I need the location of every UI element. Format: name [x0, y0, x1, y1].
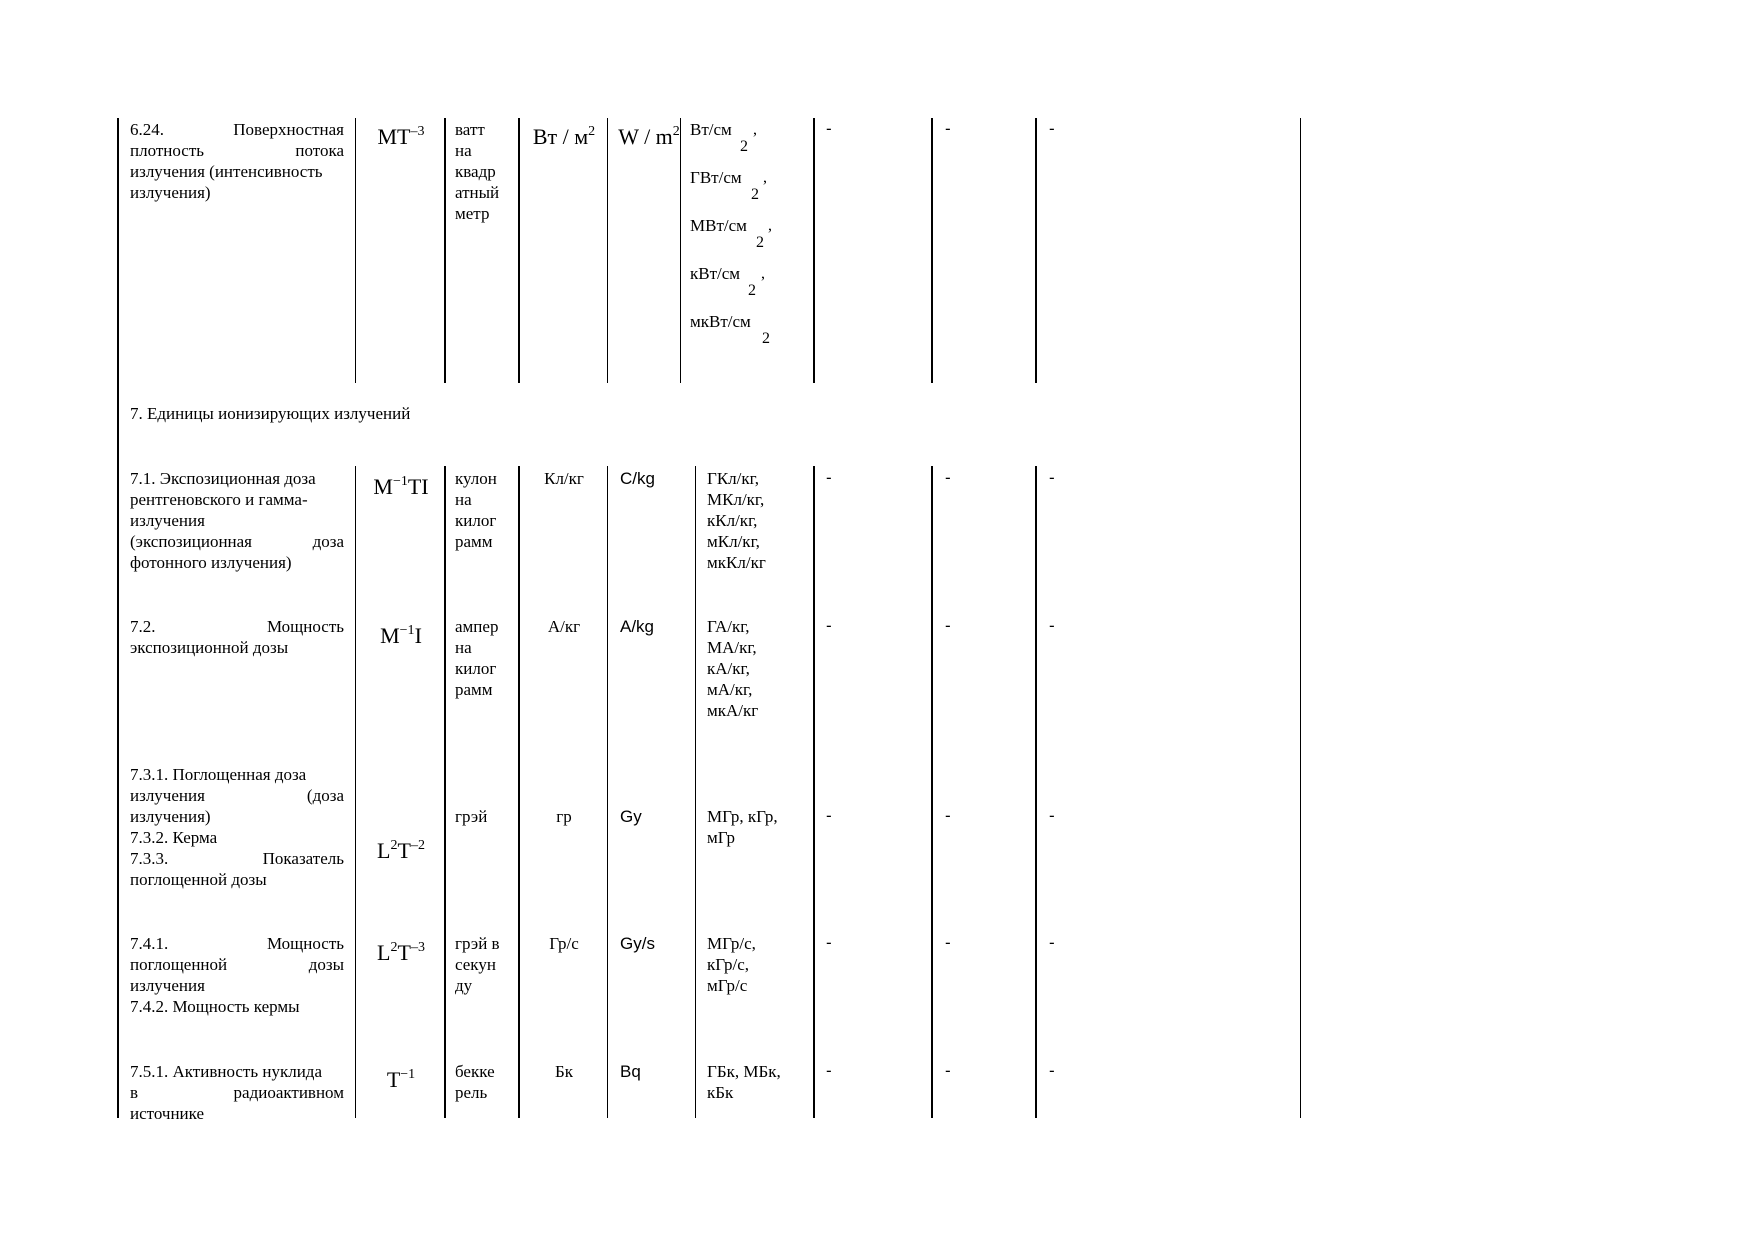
quantity-name-word: доза [312, 532, 344, 551]
multiples-list [707, 468, 811, 573]
unit-name-line: рель [455, 1083, 488, 1102]
unit-name [455, 468, 515, 552]
symbol-ru: Кл/кг [544, 469, 584, 488]
dim-base: M [380, 623, 400, 648]
symbol-ru-base: Вт / м [532, 124, 589, 149]
multiple-line: кГр/с, [707, 955, 750, 974]
quantity-name-word: 7.2. [130, 617, 156, 636]
quantity-name-line: фотонного излучения) [130, 553, 292, 572]
unit-name-line: рамм [455, 680, 493, 699]
dim-base: T [386, 1067, 401, 1092]
dim-exp2: –3 [410, 940, 425, 955]
unit-name-line: килог [455, 659, 497, 678]
dimension-formula [360, 623, 442, 649]
col8-value: - [826, 616, 832, 635]
symbol-ru: Гр/с [549, 934, 579, 953]
rule [931, 466, 933, 1118]
quantity-name-line: излучения [130, 511, 205, 530]
quantity-name [130, 616, 344, 658]
multiple-line: МА/кг, [707, 638, 757, 657]
quantity-name-word: в [130, 1083, 139, 1102]
quantity-name-line: 7.5.1. Активность нуклида [130, 1062, 322, 1081]
rule [117, 118, 119, 383]
dim-exp2: –2 [410, 838, 425, 853]
unit-name-line: грэй в [455, 934, 500, 953]
rule [607, 466, 608, 1118]
unit-name-line: килог [455, 511, 497, 530]
col8-value: - [826, 1061, 832, 1080]
quantity-name-line: 7.3.2. Керма [130, 828, 218, 847]
multiple-line: мКл/кг, [707, 532, 760, 551]
rule [1300, 466, 1301, 1118]
col9-value: - [945, 933, 951, 952]
unit-name [455, 933, 515, 996]
quantity-name-line: поглощенной дозы [130, 870, 267, 889]
col10-value: - [1049, 119, 1055, 138]
quantity-name-word: излучения [130, 786, 205, 805]
symbol-int [609, 124, 689, 150]
col9-value: - [945, 119, 951, 138]
multiple-text: ГВт/см [690, 168, 742, 187]
rule [518, 466, 520, 1118]
quantity-name-word: поглощенной [130, 955, 228, 974]
dim-exp: –3 [410, 124, 425, 139]
quantity-name [130, 468, 344, 573]
quantity-name-line: 7.1. Экспозиционная доза [130, 469, 316, 488]
quantity-name-line: излучения [130, 976, 205, 995]
unit-name-line: рамм [455, 532, 493, 551]
multiple-line: мГр [707, 828, 736, 847]
multiple-text: мкВт/см [690, 312, 751, 331]
multiple-sep: , [768, 217, 772, 234]
quantity-name-word: радиоактивном [233, 1083, 344, 1102]
symbol-ru: А/кг [547, 617, 581, 636]
unit-name-line: на [455, 638, 472, 657]
symbol-int: Bq [620, 1062, 641, 1081]
quantity-name-word: потока [295, 141, 344, 160]
unit-name-line: метр [455, 204, 490, 223]
multiple-sub: 2 [740, 138, 748, 155]
multiple-line: МКл/кг, [707, 490, 765, 509]
col8-value: - [826, 468, 832, 487]
rule [1035, 466, 1037, 1118]
symbol-ru-exp: 2 [588, 124, 596, 139]
multiple-item [690, 263, 810, 311]
multiples-list [707, 806, 811, 848]
col9-value: - [945, 468, 951, 487]
quantity-name-line: экспозиционной дозы [130, 638, 289, 657]
dimension-formula [360, 838, 442, 864]
multiple-line: кБк [707, 1083, 734, 1102]
symbol-int: C/kg [620, 469, 655, 488]
multiple-text: кВт/см [690, 264, 741, 283]
quantity-name-word: Мощность [266, 934, 344, 953]
col10-value: - [1049, 616, 1055, 635]
multiple-line: кА/кг, [707, 659, 750, 678]
unit-name [455, 806, 515, 827]
rule [680, 118, 681, 383]
quantity-name-word: 6.24. [130, 120, 164, 139]
unit-name-line: на [455, 141, 472, 160]
dim-mid: T [397, 838, 411, 863]
multiples-list [707, 1061, 811, 1103]
multiple-text: Вт/см [690, 120, 732, 139]
multiple-sep: , [761, 265, 765, 282]
quantity-name-line: излучения) [130, 183, 211, 202]
rule [444, 466, 446, 1118]
dim-base: M [373, 474, 393, 499]
multiple-sub: 2 [751, 186, 759, 203]
col10-value: - [1049, 1061, 1055, 1080]
dim-tail: I [414, 623, 422, 648]
rule [444, 118, 446, 383]
quantity-name [130, 764, 344, 890]
symbol-int-exp: 2 [672, 124, 680, 139]
quantity-name-word: (доза [306, 786, 344, 805]
multiple-line: МГр/с, [707, 934, 756, 953]
unit-name-line: кулон [455, 469, 497, 488]
quantity-name-line [130, 954, 344, 975]
multiple-line: мА/кг, [707, 680, 753, 699]
dim-base: L [377, 940, 391, 965]
unit-name-line: грэй [455, 807, 488, 826]
multiple-item [690, 215, 810, 263]
dimension-formula [360, 124, 442, 150]
col10-value: - [1049, 933, 1055, 952]
symbol-int: Gy [620, 807, 642, 826]
multiple-sep: , [753, 121, 757, 138]
dim-base: MT [377, 124, 411, 149]
dim-exp: −1 [400, 1067, 416, 1082]
multiple-text: МВт/см [690, 216, 747, 235]
quantity-name-line: 7.3.1. Поглощенная доза [130, 765, 307, 784]
col9-value: - [945, 1061, 951, 1080]
dim-mid: T [397, 940, 411, 965]
dim-exp: 2 [390, 838, 398, 853]
rule [1300, 383, 1301, 466]
rule [813, 118, 815, 383]
unit-name-line: секун [455, 955, 496, 974]
col10-value: - [1049, 806, 1055, 825]
symbol-ru: гр [556, 807, 572, 826]
quantity-name-line [130, 933, 344, 954]
rule [607, 118, 608, 383]
quantity-name-line [130, 1082, 344, 1103]
unit-name-line: бекке [455, 1062, 495, 1081]
symbol-ru [522, 124, 606, 150]
rule [355, 118, 356, 383]
dim-exp: 2 [390, 940, 398, 955]
multiple-line: МГр, кГр, [707, 807, 778, 826]
quantity-name-line [130, 616, 344, 637]
rule [117, 383, 119, 466]
col8-value: - [826, 806, 832, 825]
col9-value: - [945, 616, 951, 635]
symbol-int: A/kg [620, 617, 655, 636]
quantity-name-word: Мощность [266, 617, 344, 636]
quantity-name-line: источнике [130, 1104, 205, 1123]
multiple-line: ГА/кг, [707, 617, 750, 636]
multiple-line: ГБк, МБк, [707, 1062, 781, 1081]
dimension-formula [360, 1067, 442, 1093]
quantity-name-word: 7.4.1. [130, 934, 169, 953]
rule [813, 466, 815, 1118]
multiple-line: мкКл/кг [707, 553, 766, 572]
multiples-list [690, 119, 810, 355]
quantity-name [130, 119, 344, 203]
quantity-name [130, 1061, 344, 1124]
quantity-name-line [130, 531, 344, 552]
multiple-line: мГр/с [707, 976, 748, 995]
rule [695, 466, 696, 1118]
dim-exp: −1 [399, 623, 415, 638]
multiples-list [707, 616, 811, 721]
quantity-name-line [130, 848, 344, 869]
col8-value: - [826, 933, 832, 952]
rule [1035, 118, 1037, 383]
unit-name-line: ду [455, 976, 473, 995]
quantity-name-word: плотность [130, 141, 205, 160]
unit-name [455, 1061, 515, 1103]
rule [1300, 118, 1301, 383]
rule [117, 466, 119, 1118]
dim-exp: −1 [392, 474, 408, 489]
col8-value: - [826, 119, 832, 138]
rule [518, 118, 520, 383]
unit-name-line: на [455, 490, 472, 509]
dimension-formula [360, 940, 442, 966]
symbol-int: Gy/s [620, 934, 655, 953]
quantity-name-line: 7.4.2. Мощность кермы [130, 997, 300, 1016]
quantity-name-line [130, 119, 344, 140]
col10-value: - [1049, 468, 1055, 487]
unit-name [455, 119, 515, 224]
col9-value: - [945, 806, 951, 825]
multiple-line: мкА/кг [707, 701, 759, 720]
unit-name-line: ватт [455, 120, 485, 139]
multiple-sub: 2 [748, 282, 756, 299]
dimension-formula [360, 474, 442, 500]
quantity-name-line [130, 785, 344, 806]
rule [931, 118, 933, 383]
quantity-name-word: Показатель [262, 849, 344, 868]
section-heading: 7. Единицы ионизирующих излучений [130, 404, 411, 423]
rule [355, 466, 356, 1118]
multiple-item [690, 119, 810, 167]
quantity-name-line: рентгеновского и гамма- [130, 490, 308, 509]
unit-name [455, 616, 515, 700]
multiple-sub: 2 [762, 330, 770, 347]
quantity-name-word: (экспозиционная [130, 532, 253, 551]
quantity-name-line [130, 140, 344, 161]
dim-base: L [377, 838, 391, 863]
multiple-line: кКл/кг, [707, 511, 758, 530]
multiple-item [690, 311, 810, 355]
quantity-name-word: дозы [308, 955, 344, 974]
multiple-sep: , [763, 169, 767, 186]
multiple-sub: 2 [756, 234, 764, 251]
symbol-ru: Бк [554, 1062, 574, 1081]
quantity-name [130, 933, 344, 1017]
unit-name-line: квадр [455, 162, 496, 181]
dim-tail: TI [407, 474, 429, 499]
symbol-int-base: W / m [618, 124, 673, 149]
unit-name-line: атный [455, 183, 500, 202]
multiples-list [707, 933, 811, 996]
quantity-name-line: излучения (интенсивность [130, 162, 323, 181]
quantity-name-word: 7.3.3. [130, 849, 169, 868]
quantity-name-word: Поверхностная [233, 120, 344, 139]
quantity-name-line: излучения) [130, 807, 211, 826]
unit-name-line: ампер [455, 617, 499, 636]
multiple-item [690, 167, 810, 215]
multiple-line: ГКл/кг, [707, 469, 759, 488]
